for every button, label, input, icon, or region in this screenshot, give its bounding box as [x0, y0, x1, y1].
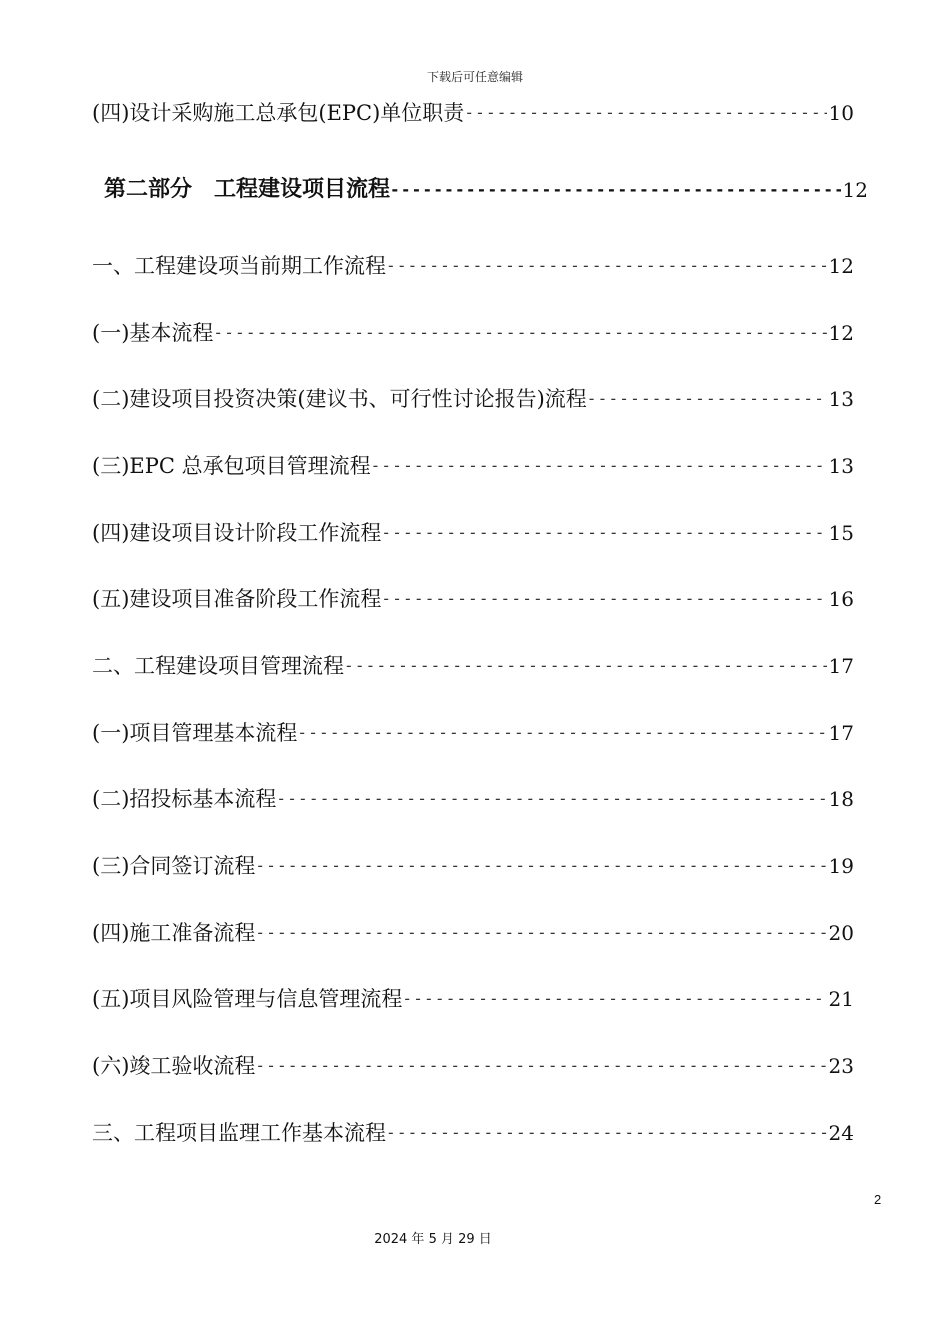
toc-entry[interactable]	[92, 718, 854, 748]
toc-leader-dashes	[464, 98, 826, 128]
toc-entry-page: 18	[828, 787, 854, 811]
toc-entry-title: 三、工程项目监理工作基本流程	[92, 1121, 386, 1145]
toc-entry-page: 13	[828, 387, 854, 411]
toc-entry-page: 17	[828, 654, 854, 678]
footer-date: 2024 年 5 月 29 日	[374, 1232, 492, 1247]
toc-entry-page: 13	[828, 454, 854, 478]
toc-entry[interactable]	[92, 251, 854, 281]
toc-leader-dashes	[371, 451, 827, 481]
toc-entry-title: (三)EPC 总承包项目管理流程	[92, 454, 371, 478]
toc-entry-page: 10	[828, 101, 854, 125]
toc-leader-dashes	[255, 851, 826, 881]
toc-part-heading[interactable]	[104, 175, 868, 205]
toc-entry-page: 24	[828, 1121, 854, 1145]
toc-leader-dashes	[402, 984, 826, 1014]
toc-entry[interactable]	[92, 384, 854, 414]
toc-entry-title: 一、工程建设项当前期工作流程	[92, 254, 386, 278]
toc-entry-title: (一)基本流程	[92, 321, 214, 345]
toc-entry-title: (三)合同签订流程	[92, 854, 256, 878]
toc-leader-dashes	[390, 175, 841, 205]
toc-leader-dashes	[255, 1051, 826, 1081]
toc-entry[interactable]	[92, 984, 854, 1014]
toc-entry-page: 17	[828, 721, 854, 745]
toc-entry-title: (二)建设项目投资决策(建议书、可行性讨论报告)流程	[92, 387, 587, 411]
toc-leader-dashes	[276, 784, 826, 814]
toc-entry[interactable]	[92, 1118, 854, 1148]
toc-entry[interactable]	[92, 851, 854, 881]
toc-leader-dashes	[587, 384, 827, 414]
toc-entry-title: (四)设计采购施工总承包(EPC)单位职责	[92, 101, 465, 125]
toc-entry[interactable]	[92, 318, 854, 348]
toc-entry-title: (二)招投标基本流程	[92, 787, 277, 811]
toc-entry[interactable]	[92, 651, 854, 681]
toc-entry[interactable]	[92, 784, 854, 814]
toc-entry-title: (五)建设项目准备阶段工作流程	[92, 587, 382, 611]
toc-leader-dashes	[213, 318, 826, 348]
toc-entry-title: (四)施工准备流程	[92, 921, 256, 945]
toc-entry[interactable]	[92, 1051, 854, 1081]
toc-entry-page: 19	[828, 854, 854, 878]
toc-entry-page: 21	[828, 987, 854, 1011]
page-header-note: 下载后可任意编辑	[426, 70, 523, 84]
toc-entry[interactable]	[92, 451, 854, 481]
toc-entry-page: 12	[842, 178, 868, 202]
toc-leader-dashes	[344, 651, 827, 681]
toc-entry-page: 23	[828, 1054, 854, 1078]
toc-entry-page: 20	[828, 921, 854, 945]
toc-entry-title: 第二部分 工程建设项目流程	[104, 177, 391, 202]
toc-entry-title: (五)项目风险管理与信息管理流程	[92, 987, 403, 1011]
toc-entry[interactable]	[92, 518, 854, 548]
toc-entry-title: (一)项目管理基本流程	[92, 721, 298, 745]
toc-leader-dashes	[381, 518, 826, 548]
toc-leader-dashes	[381, 584, 826, 614]
toc-entry[interactable]	[92, 918, 854, 948]
toc-entry-page: 12	[828, 254, 854, 278]
toc-entry-page: 15	[828, 521, 854, 545]
toc-entry-title: (六)竣工验收流程	[92, 1054, 256, 1078]
toc-leader-dashes	[255, 918, 826, 948]
toc-entry-page: 16	[828, 587, 854, 611]
toc-entry[interactable]	[92, 584, 854, 614]
toc-leader-dashes	[297, 718, 826, 748]
toc-entry-page: 12	[828, 321, 854, 345]
toc-entry-title: 二、工程建设项目管理流程	[92, 654, 344, 678]
toc-leader-dashes	[386, 1118, 827, 1148]
toc-entry-title: (四)建设项目设计阶段工作流程	[92, 521, 382, 545]
toc-entry[interactable]	[92, 98, 854, 128]
toc-leader-dashes	[386, 251, 827, 281]
page-number: 2	[874, 1192, 882, 1207]
